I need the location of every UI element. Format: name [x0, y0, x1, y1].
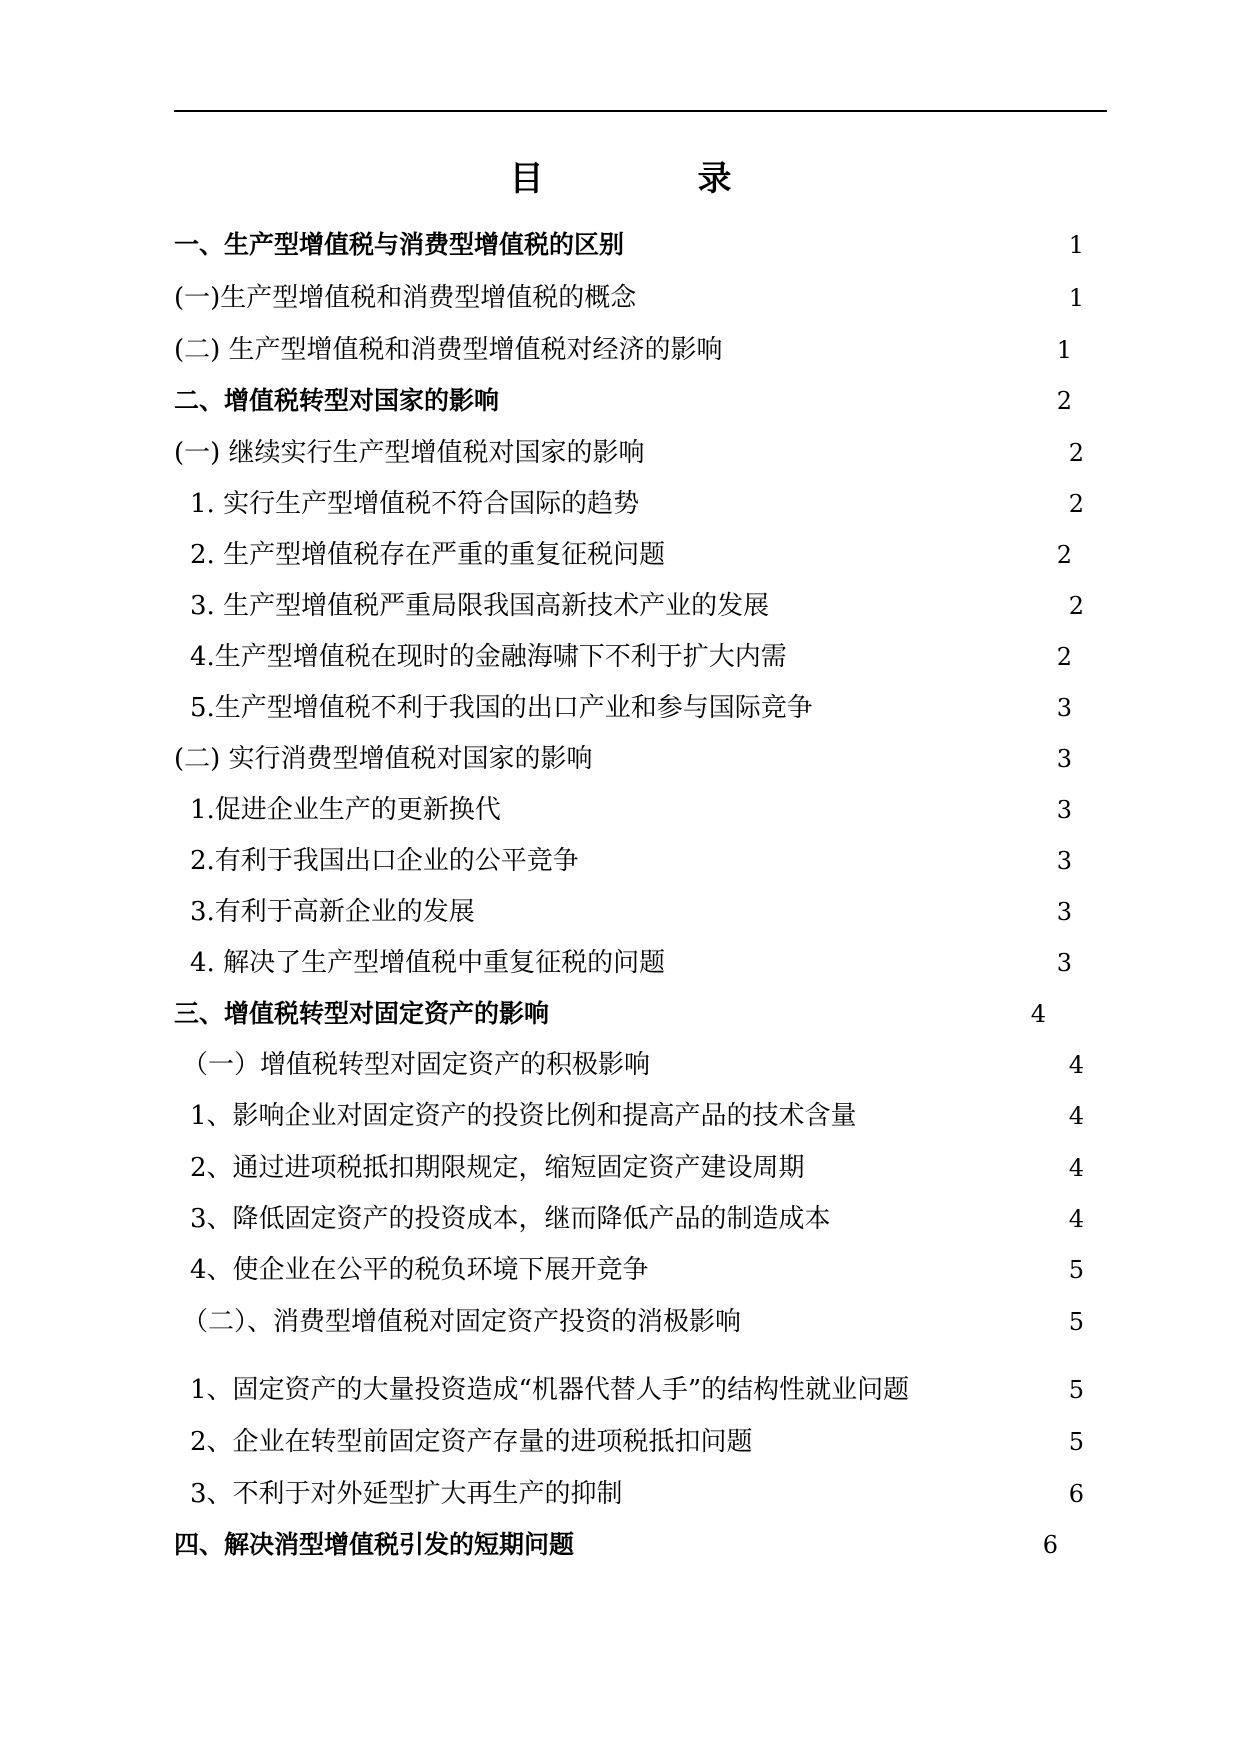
toc-page-number: 3 [1056, 898, 1072, 926]
toc-page-number: 3 [1056, 796, 1072, 824]
toc-page-number: 4 [1068, 1205, 1084, 1233]
toc-entry[interactable] [190, 1474, 1084, 1514]
toc-leader-dots [581, 841, 1055, 881]
toc-entry-text: 3、不利于对外延型扩大再生产的抑制 [190, 1479, 623, 1509]
toc-entry-text: 2.有利于我国出口企业的公平竞争 [190, 846, 579, 876]
toc-entry-section-4[interactable] [174, 1525, 1058, 1565]
toc-entry-text: (一) 继续实行生产型增值税对国家的影响 [174, 438, 645, 468]
toc-entry-text: 2、企业在转型前固定资产存量的进项税抵扣问题 [190, 1427, 753, 1457]
toc-entry-text: 4、使企业在公平的税负环境下展开竞争 [190, 1255, 649, 1285]
toc-entry[interactable] [190, 688, 1072, 728]
toc-leader-dots [815, 688, 1055, 728]
toc-leader-dots [659, 433, 1067, 473]
toc-leader-dots [651, 1250, 1067, 1290]
toc-page-number: 5 [1068, 1308, 1084, 1336]
toc-entry[interactable] [174, 278, 1084, 318]
toc-entry-text: 3. 生产型增值税严重局限我国高新技术产业的发展 [190, 591, 770, 621]
toc-page-number: 5 [1068, 1428, 1084, 1456]
toc-entry-text: 2. 生产型增值税存在严重的重复征税问题 [190, 540, 666, 570]
toc-entry-text: 1、固定资产的大量投资造成“机器代替人手”的结构性就业问题 [190, 1375, 910, 1405]
toc-leader-dots [789, 637, 1055, 677]
toc-entry[interactable] [190, 892, 1072, 932]
toc-entry-text: (一)生产型增值税和消费型增值税的概念 [174, 283, 637, 313]
toc-entry[interactable] [190, 1370, 1084, 1410]
toc-leader-dots [755, 1422, 1067, 1462]
toc-entry-text: 四、解决消型增值税引发的短期问题 [174, 1530, 575, 1559]
toc-page-number: 5 [1068, 1256, 1084, 1284]
toc-entry-text: （一）增值税转型对固定资产的积极影响 [182, 1050, 651, 1080]
toc-entry[interactable] [182, 1045, 1084, 1085]
toc-leader-dots [725, 330, 1055, 370]
toc-page-number: 3 [1056, 847, 1072, 875]
toc-entry[interactable] [190, 1250, 1084, 1290]
toc-leader-dots [771, 586, 1067, 626]
toc-entry-text: (二) 实行消费型增值税对国家的影响 [174, 744, 593, 774]
toc-leader-dots [477, 892, 1055, 932]
toc-entry[interactable] [190, 1199, 1084, 1239]
toc-page-number: 1 [1068, 284, 1084, 312]
toc-entry[interactable] [190, 1422, 1084, 1462]
toc-page-number: 5 [1068, 1376, 1084, 1404]
toc-page-number: 2 [1056, 387, 1072, 415]
toc-leader-dots [641, 484, 1067, 524]
toc-leader-dots [626, 225, 1067, 265]
toc-leader-dots [807, 1148, 1067, 1188]
toc-leader-dots [859, 1096, 1067, 1136]
toc-entry-text: 二、增值税转型对国家的影响 [174, 386, 500, 415]
toc-entry-text: （二）、消费型增值税对固定资产投资的消极影响 [182, 1307, 742, 1337]
toc-page-number: 6 [1042, 1531, 1058, 1559]
toc-entry-text: 一、生产型增值税与消费型增值税的区别 [174, 230, 625, 259]
toc-page-number: 1 [1068, 231, 1084, 259]
toc-entry[interactable] [190, 790, 1072, 830]
toc-leader-dots [503, 790, 1055, 830]
toc-leader-dots [911, 1370, 1067, 1410]
toc-leader-dots [595, 739, 1055, 779]
toc-page-number: 1 [1056, 336, 1072, 364]
toc-title: 目 录 [509, 159, 792, 199]
toc-page-number: 2 [1068, 439, 1084, 467]
toc-entry-text: (二) 生产型增值税和消费型增值税对经济的影响 [174, 335, 723, 365]
toc-entry-text: 3.有利于高新企业的发展 [190, 897, 475, 927]
toc-entry-text: 1.促进企业生产的更新换代 [190, 795, 501, 825]
toc-entry-text: 1. 实行生产型增值税不符合国际的趋势 [190, 489, 640, 519]
toc-page-number: 4 [1068, 1102, 1084, 1130]
toc-page-number: 2 [1056, 541, 1072, 569]
toc-entry-text: 1、影响企业对固定资产的投资比例和提高产品的技术含量 [190, 1101, 857, 1131]
toc-entry-text: 3、降低固定资产的投资成本，继而降低产品的制造成本 [190, 1204, 831, 1234]
toc-page-number: 4 [1068, 1154, 1084, 1182]
toc-entry[interactable] [190, 484, 1084, 524]
toc-leader-dots [833, 1199, 1067, 1239]
toc-entry[interactable] [174, 433, 1084, 473]
toc-leader-dots [576, 1525, 1041, 1565]
toc-page-number: 4 [1030, 1000, 1046, 1028]
toc-entry-section-1[interactable] [174, 225, 1084, 265]
toc-leader-dots [679, 943, 1055, 983]
toc-entry[interactable] [174, 330, 1072, 370]
toc-page-number: 2 [1056, 643, 1072, 671]
toc-entry-section-3[interactable] [174, 994, 1046, 1034]
toc-entry-text: 4. 解决了生产型增值税中重复征税的问题 [190, 948, 666, 978]
toc-page-number: 3 [1056, 745, 1072, 773]
toc-page-number: 3 [1056, 949, 1072, 977]
toc-entry[interactable] [190, 586, 1084, 626]
toc-entry-text: 5.生产型增值税不利于我国的出口产业和参与国际竞争 [190, 693, 813, 723]
toc-entry[interactable] [190, 1096, 1084, 1136]
toc-leader-dots [551, 994, 1011, 1034]
toc-entry-section-2[interactable] [174, 381, 1072, 421]
toc-page-number: 4 [1068, 1051, 1084, 1079]
toc-entry[interactable] [190, 1148, 1084, 1188]
toc-page-number: 6 [1068, 1480, 1084, 1508]
toc-leader-dots [679, 535, 1055, 575]
toc-entry[interactable] [190, 535, 1072, 575]
toc-entry[interactable] [190, 841, 1072, 881]
toc-entry-text: 4.生产型增值税在现时的金融海啸下不利于扩大内需 [190, 642, 787, 672]
toc-leader-dots [743, 1302, 1067, 1342]
toc-entry[interactable] [182, 1302, 1084, 1342]
toc-entry[interactable] [190, 943, 1072, 983]
toc-entry-text: 2、通过进项税抵扣期限规定，缩短固定资产建设周期 [190, 1153, 805, 1183]
toc-page-number: 2 [1068, 592, 1084, 620]
toc-entry[interactable] [190, 637, 1072, 677]
toc-leader-dots [652, 1045, 1067, 1085]
toc-page-number: 3 [1056, 694, 1072, 722]
toc-leader-dots [625, 1474, 1067, 1514]
toc-entry-text: 三、增值税转型对固定资产的影响 [174, 999, 550, 1028]
toc-entry[interactable] [174, 739, 1072, 779]
toc-page-number: 2 [1068, 490, 1084, 518]
toc-leader-dots [670, 278, 1066, 318]
toc-leader-dots [501, 381, 1037, 421]
